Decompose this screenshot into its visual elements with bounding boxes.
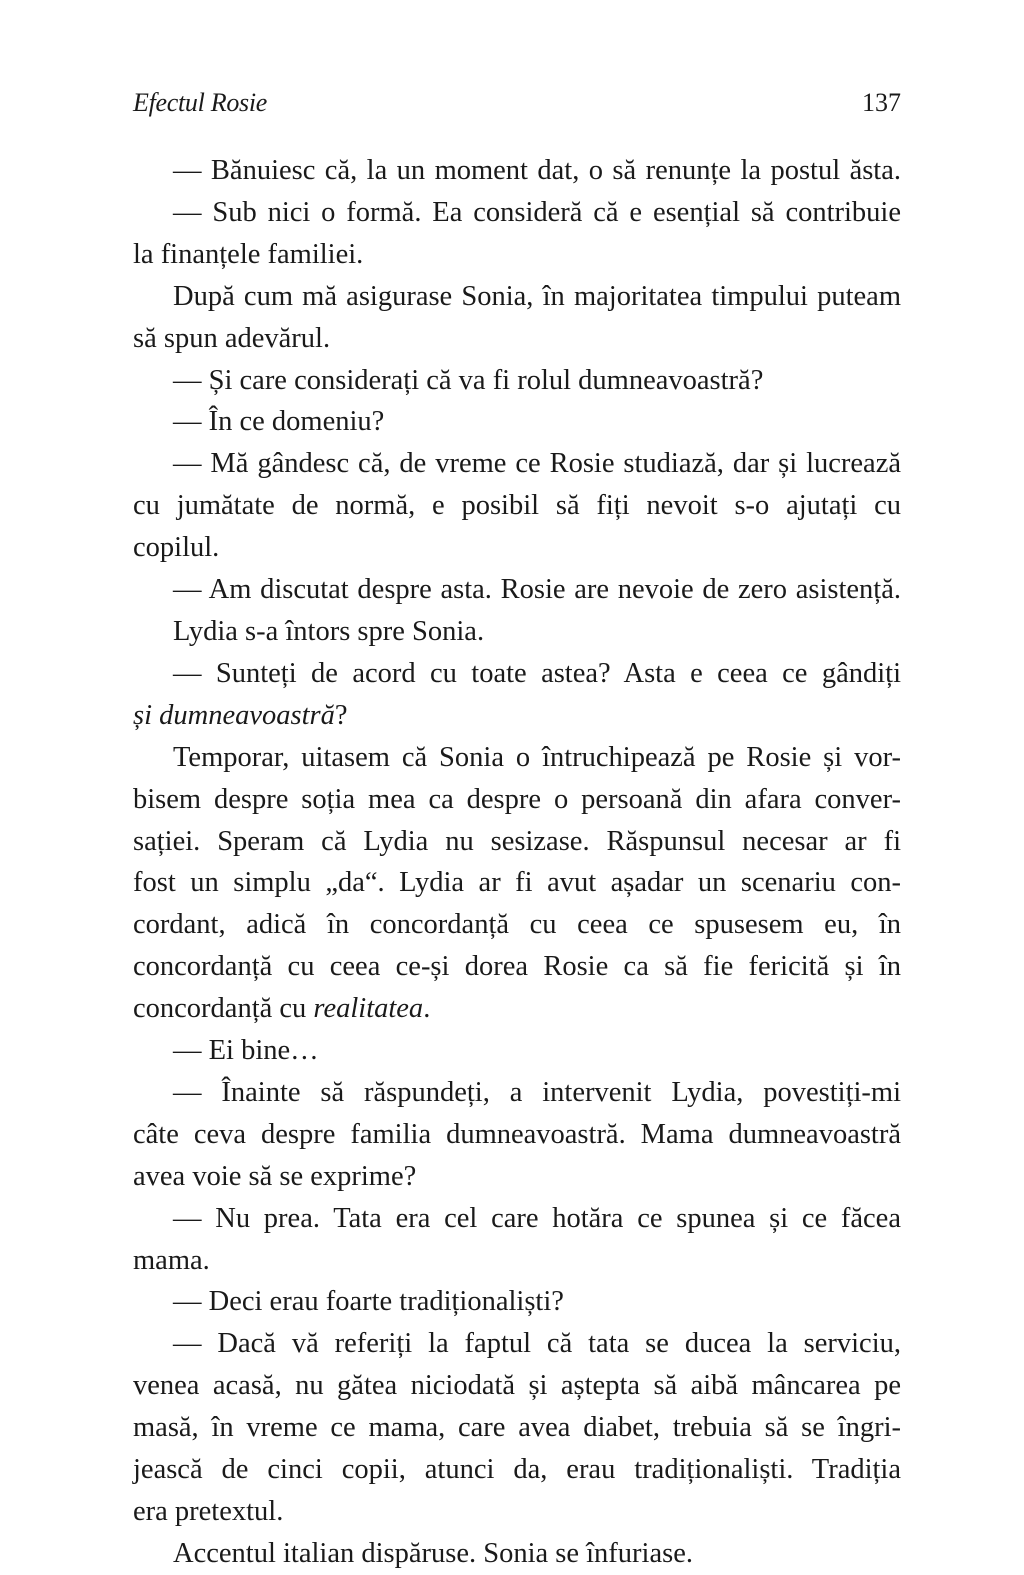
line-text: — Înainte să răspundeți, a intervenit Lydia, povestiți-mi xyxy=(173,1076,901,1108)
italic-text: realitatea xyxy=(313,993,424,1025)
text-line xyxy=(133,611,901,653)
page-number: 137 xyxy=(862,88,901,117)
line-text: Accentul italian dispăruse. Sonia se înfuriase. xyxy=(173,1537,693,1569)
text-line xyxy=(133,1281,901,1323)
line-text: — Deci erau foarte tradiționaliști? xyxy=(173,1286,564,1318)
text-line xyxy=(133,695,901,737)
text-line xyxy=(133,443,901,485)
line-text: venea acasă, nu gătea niciodată și aștepta să aibă mâncarea pe xyxy=(133,1370,901,1402)
italic-text: și dumneavoastră xyxy=(133,699,335,731)
text-line xyxy=(133,1156,901,1198)
line-text: era pretextul. xyxy=(133,1496,284,1527)
text-line xyxy=(133,569,901,611)
text-line xyxy=(133,1407,901,1449)
line-text: sației. Speram că Lydia nu sesizase. Răspunsul necesar ar fi xyxy=(133,825,901,857)
line-text: cordant, adică în concordanță cu ceea ce spusesem eu, în xyxy=(133,909,901,941)
text-line xyxy=(133,360,901,402)
line-text: — Am discutat despre asta. Rosie are nevoie de zero asistență. xyxy=(173,574,901,606)
text-line xyxy=(133,485,901,527)
line-text: — Sub nici o formă. Ea consideră că e esențial să contribuie xyxy=(173,196,901,228)
line-text: copilul. xyxy=(133,532,220,564)
text-line xyxy=(133,1114,901,1156)
text-line xyxy=(133,192,901,234)
line-text: După cum mă asigurase Sonia, în majoritatea timpului puteam xyxy=(173,280,901,312)
text-line xyxy=(133,821,901,863)
line-text: bisem despre soția mea ca despre o persoană din afara conver- xyxy=(133,783,901,815)
text-line xyxy=(133,1240,901,1282)
running-title: Efectul Rosie xyxy=(133,88,267,117)
line-text-after: . xyxy=(423,993,431,1025)
line-text: — Sunteți de acord cu toate astea? Asta e ceea ce gândiți xyxy=(173,657,901,689)
line-text: la finanțele familiei. xyxy=(133,238,364,270)
line-text: concordanță cu xyxy=(133,993,314,1025)
text-line xyxy=(133,779,901,821)
text-line xyxy=(133,527,901,569)
line-text: Lydia s-a întors spre Sonia. xyxy=(173,615,485,647)
line-text: avea voie să se exprime? xyxy=(133,1160,417,1192)
line-text: — În ce domeniu? xyxy=(173,406,385,438)
text-line xyxy=(133,401,901,443)
page-header xyxy=(133,88,901,128)
line-text: — Mă gândesc că, de vreme ce Rosie studiază, dar și lucrează xyxy=(173,448,901,480)
text-line xyxy=(133,988,901,1030)
text-line xyxy=(133,150,901,192)
line-text: — Nu prea. Tata era cel care hotăra ce spunea și ce făcea xyxy=(173,1202,901,1234)
line-text: fost un simplu „da“. Lydia ar fi avut așadar un scenariu con- xyxy=(133,867,901,899)
text-line xyxy=(133,1323,901,1365)
text-line xyxy=(133,234,901,276)
line-text-after: ? xyxy=(334,699,348,731)
text-line xyxy=(133,1491,901,1533)
text-line xyxy=(133,1030,901,1072)
line-text: cu jumătate de normă, e posibil să fiți nevoit s-o ajutați cu xyxy=(133,490,901,522)
text-line xyxy=(133,862,901,904)
text-line xyxy=(133,737,901,779)
body-text xyxy=(133,150,901,1575)
line-text: să spun adevărul. xyxy=(133,322,331,354)
text-line xyxy=(133,653,901,695)
text-line xyxy=(133,1533,901,1575)
line-text: mama. xyxy=(133,1244,210,1276)
text-line xyxy=(133,904,901,946)
line-text: — Ei bine… xyxy=(173,1035,319,1067)
line-text: jească de cinci copii, atunci da, erau tradiționaliști. Tradiția xyxy=(133,1454,901,1486)
text-line xyxy=(133,318,901,360)
text-line xyxy=(133,1365,901,1407)
line-text: câte ceva despre familia dumneavoastră. Mama dumneavoastră xyxy=(133,1118,901,1150)
line-text: Temporar, uitasem că Sonia o întruchipează pe Rosie și vor- xyxy=(173,741,901,773)
line-text: concordanță cu ceea ce-și dorea Rosie ca să fie fericită și în xyxy=(133,951,901,983)
line-text: — Bănuiesc că, la un moment dat, o să renunțe la postul ăsta. xyxy=(173,155,901,186)
text-line xyxy=(133,1072,901,1114)
line-text: — Și care considerați că va fi rolul dumneavoastră? xyxy=(173,364,764,396)
text-line xyxy=(133,1198,901,1240)
text-line xyxy=(133,276,901,318)
text-line xyxy=(133,946,901,988)
line-text: masă, în vreme ce mama, care avea diabet, trebuia să se îngri- xyxy=(133,1412,901,1444)
text-line xyxy=(133,1449,901,1491)
line-text: — Dacă vă referiți la faptul că tata se ducea la serviciu, xyxy=(173,1328,901,1360)
